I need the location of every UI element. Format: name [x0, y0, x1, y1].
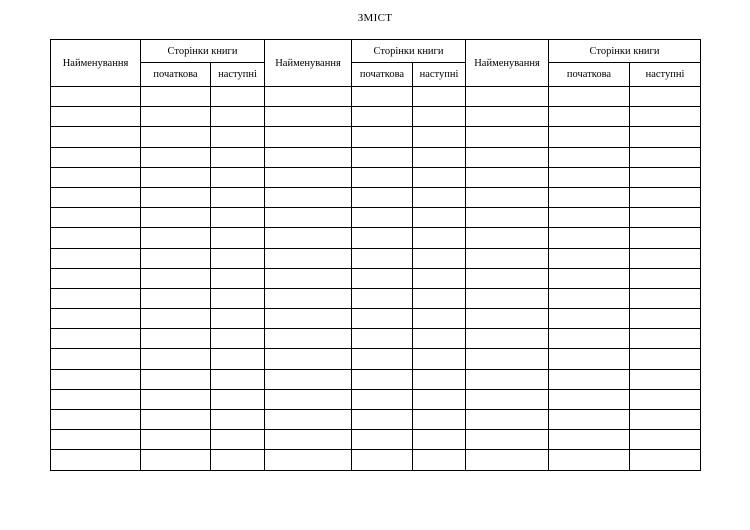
blank-cell: [352, 288, 413, 308]
blank-cell: [630, 208, 701, 228]
table-row: [51, 288, 701, 308]
table-row: [51, 208, 701, 228]
blank-cell: [51, 248, 141, 268]
blank-cell: [549, 248, 630, 268]
blank-cell: [630, 248, 701, 268]
blank-cell: [466, 309, 549, 329]
blank-cell: [413, 369, 466, 389]
blank-cell: [630, 410, 701, 430]
blank-cell: [630, 288, 701, 308]
blank-cell: [141, 349, 211, 369]
blank-cell: [549, 309, 630, 329]
blank-cell: [211, 147, 265, 167]
table-row: [51, 107, 701, 127]
blank-cell: [265, 248, 352, 268]
blank-cell: [549, 187, 630, 207]
blank-cell: [141, 389, 211, 409]
blank-cell: [630, 349, 701, 369]
blank-cell: [352, 450, 413, 470]
blank-cell: [466, 147, 549, 167]
blank-cell: [141, 309, 211, 329]
blank-cell: [51, 349, 141, 369]
table-row: [51, 87, 701, 107]
table-row: [51, 268, 701, 288]
blank-cell: [265, 349, 352, 369]
table-row: [51, 127, 701, 147]
blank-cell: [549, 268, 630, 288]
blank-cell: [466, 167, 549, 187]
blank-cell: [51, 268, 141, 288]
blank-cell: [141, 329, 211, 349]
blank-cell: [630, 369, 701, 389]
blank-cell: [51, 107, 141, 127]
blank-cell: [265, 167, 352, 187]
blank-cell: [51, 228, 141, 248]
blank-cell: [211, 450, 265, 470]
blank-cell: [466, 107, 549, 127]
blank-cell: [211, 329, 265, 349]
blank-cell: [413, 288, 466, 308]
blank-cell: [413, 248, 466, 268]
blank-cell: [211, 369, 265, 389]
blank-cell: [265, 389, 352, 409]
blank-cell: [630, 167, 701, 187]
blank-cell: [549, 147, 630, 167]
blank-cell: [413, 127, 466, 147]
blank-cell: [630, 87, 701, 107]
blank-cell: [141, 107, 211, 127]
blank-cell: [352, 208, 413, 228]
blank-cell: [630, 147, 701, 167]
blank-cell: [51, 208, 141, 228]
blank-cell: [413, 228, 466, 248]
table-row: [51, 389, 701, 409]
page-title: ЗМІСТ: [357, 12, 393, 24]
blank-cell: [265, 309, 352, 329]
blank-cell: [413, 450, 466, 470]
blank-cell: [141, 187, 211, 207]
blank-cell: [141, 410, 211, 430]
blank-cell: [265, 87, 352, 107]
blank-cell: [549, 389, 630, 409]
blank-cell: [265, 288, 352, 308]
blank-cell: [549, 430, 630, 450]
blank-cell: [51, 329, 141, 349]
blank-cell: [413, 107, 466, 127]
blank-cell: [413, 87, 466, 107]
table-row: [51, 248, 701, 268]
blank-cell: [141, 208, 211, 228]
header-pages-2: Сторінки книги: [352, 40, 466, 63]
blank-cell: [265, 147, 352, 167]
blank-cell: [630, 228, 701, 248]
blank-cell: [265, 369, 352, 389]
header-first-2: початкова: [352, 63, 413, 87]
blank-cell: [51, 389, 141, 409]
blank-cell: [549, 410, 630, 430]
blank-cell: [466, 349, 549, 369]
blank-cell: [265, 187, 352, 207]
header-name-3: Найменування: [466, 40, 549, 87]
blank-cell: [51, 410, 141, 430]
table-body: [51, 87, 701, 471]
blank-cell: [466, 329, 549, 349]
blank-cell: [211, 410, 265, 430]
table-row: [51, 228, 701, 248]
blank-cell: [141, 369, 211, 389]
blank-cell: [265, 410, 352, 430]
blank-cell: [211, 288, 265, 308]
header-next-2: наступні: [413, 63, 466, 87]
blank-cell: [352, 187, 413, 207]
blank-cell: [352, 410, 413, 430]
blank-cell: [413, 430, 466, 450]
blank-cell: [549, 87, 630, 107]
blank-cell: [211, 187, 265, 207]
table-row: [51, 349, 701, 369]
blank-cell: [211, 248, 265, 268]
blank-cell: [466, 369, 549, 389]
blank-cell: [466, 389, 549, 409]
table-row: [51, 167, 701, 187]
blank-cell: [466, 127, 549, 147]
blank-cell: [141, 87, 211, 107]
blank-cell: [51, 369, 141, 389]
blank-cell: [549, 329, 630, 349]
blank-cell: [141, 167, 211, 187]
blank-cell: [51, 288, 141, 308]
blank-cell: [466, 187, 549, 207]
blank-cell: [352, 369, 413, 389]
table-row: [51, 430, 701, 450]
blank-cell: [352, 248, 413, 268]
blank-cell: [630, 309, 701, 329]
blank-cell: [211, 268, 265, 288]
blank-cell: [630, 329, 701, 349]
blank-cell: [549, 167, 630, 187]
blank-cell: [265, 329, 352, 349]
blank-cell: [549, 369, 630, 389]
table-row: [51, 147, 701, 167]
blank-cell: [352, 147, 413, 167]
blank-cell: [51, 450, 141, 470]
blank-cell: [630, 389, 701, 409]
blank-cell: [466, 450, 549, 470]
blank-cell: [413, 268, 466, 288]
table-row: [51, 187, 701, 207]
blank-cell: [211, 87, 265, 107]
table-row: [51, 329, 701, 349]
blank-cell: [352, 389, 413, 409]
blank-cell: [265, 208, 352, 228]
blank-cell: [466, 248, 549, 268]
blank-cell: [211, 349, 265, 369]
blank-cell: [51, 147, 141, 167]
blank-cell: [141, 248, 211, 268]
blank-cell: [549, 208, 630, 228]
blank-cell: [413, 147, 466, 167]
blank-cell: [51, 187, 141, 207]
blank-cell: [413, 389, 466, 409]
blank-cell: [413, 187, 466, 207]
blank-cell: [630, 107, 701, 127]
blank-cell: [265, 228, 352, 248]
blank-cell: [211, 107, 265, 127]
blank-cell: [352, 228, 413, 248]
blank-cell: [352, 268, 413, 288]
blank-cell: [352, 349, 413, 369]
header-first-3: початкова: [549, 63, 630, 87]
blank-cell: [466, 430, 549, 450]
header-pages-1: Сторінки книги: [141, 40, 265, 63]
header-name-2: Найменування: [265, 40, 352, 87]
header-pages-3: Сторінки книги: [549, 40, 701, 63]
blank-cell: [549, 450, 630, 470]
blank-cell: [549, 228, 630, 248]
blank-cell: [211, 309, 265, 329]
blank-cell: [413, 349, 466, 369]
header-next-1: наступні: [211, 63, 265, 87]
blank-cell: [549, 349, 630, 369]
blank-cell: [630, 430, 701, 450]
blank-cell: [413, 167, 466, 187]
blank-cell: [265, 127, 352, 147]
blank-cell: [630, 268, 701, 288]
blank-cell: [211, 127, 265, 147]
blank-cell: [413, 329, 466, 349]
blank-cell: [51, 167, 141, 187]
header-next-3: наступні: [630, 63, 701, 87]
table-row: [51, 369, 701, 389]
blank-cell: [141, 127, 211, 147]
blank-cell: [141, 147, 211, 167]
blank-cell: [141, 268, 211, 288]
blank-cell: [630, 127, 701, 147]
blank-cell: [265, 430, 352, 450]
blank-cell: [51, 127, 141, 147]
blank-cell: [413, 410, 466, 430]
blank-cell: [51, 87, 141, 107]
table-row: [51, 309, 701, 329]
header-name-1: Найменування: [51, 40, 141, 87]
blank-cell: [352, 107, 413, 127]
blank-cell: [265, 268, 352, 288]
blank-cell: [211, 389, 265, 409]
header-first-1: початкова: [141, 63, 211, 87]
blank-cell: [211, 228, 265, 248]
blank-cell: [51, 430, 141, 450]
blank-cell: [352, 87, 413, 107]
blank-cell: [352, 329, 413, 349]
blank-cell: [352, 127, 413, 147]
blank-cell: [141, 450, 211, 470]
blank-cell: [211, 208, 265, 228]
blank-cell: [466, 87, 549, 107]
blank-cell: [466, 268, 549, 288]
blank-cell: [549, 127, 630, 147]
blank-cell: [141, 430, 211, 450]
blank-cell: [549, 107, 630, 127]
blank-cell: [265, 450, 352, 470]
blank-cell: [265, 107, 352, 127]
blank-cell: [466, 410, 549, 430]
blank-cell: [51, 309, 141, 329]
blank-cell: [466, 208, 549, 228]
blank-cell: [352, 167, 413, 187]
contents-table: [50, 39, 701, 471]
blank-cell: [630, 187, 701, 207]
blank-cell: [141, 228, 211, 248]
blank-cell: [466, 288, 549, 308]
blank-cell: [211, 430, 265, 450]
blank-cell: [630, 450, 701, 470]
blank-cell: [352, 309, 413, 329]
blank-cell: [413, 208, 466, 228]
blank-cell: [413, 309, 466, 329]
blank-cell: [352, 430, 413, 450]
blank-cell: [466, 228, 549, 248]
blank-cell: [141, 288, 211, 308]
table-row: [51, 410, 701, 430]
table-row: [51, 450, 701, 470]
blank-cell: [211, 167, 265, 187]
blank-cell: [549, 288, 630, 308]
